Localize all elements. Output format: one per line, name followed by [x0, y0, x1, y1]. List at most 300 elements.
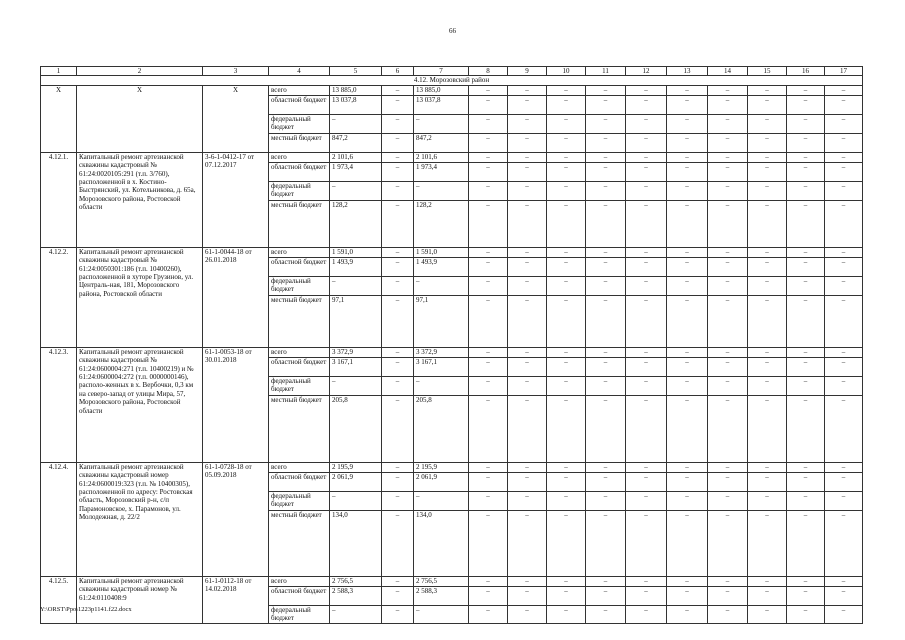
dash-cell: – — [586, 510, 626, 576]
dash-cell: – — [547, 357, 586, 376]
dash-cell: – — [667, 576, 708, 586]
value-cell-c7: 2 061,9 — [414, 472, 469, 491]
value-cell-c5: – — [330, 605, 382, 623]
value-cell-c5: 3 167,1 — [330, 357, 382, 376]
value-cell-c6: – — [382, 133, 414, 152]
dash-cell: – — [787, 114, 825, 133]
dash-cell: – — [708, 181, 748, 200]
dash-cell: – — [586, 95, 626, 114]
dash-cell: – — [787, 247, 825, 257]
value-cell-c7: 97,1 — [414, 295, 469, 347]
dash-cell: – — [547, 181, 586, 200]
dash-cell: – — [825, 200, 863, 247]
value-cell-c7: 2 756,5 — [414, 576, 469, 586]
dash-cell: – — [708, 114, 748, 133]
value-cell-c6: – — [382, 376, 414, 395]
budget-label: местный бюджет — [269, 133, 330, 152]
dash-cell: – — [748, 605, 787, 623]
value-cell-c6: – — [382, 395, 414, 462]
dash-cell: – — [547, 133, 586, 152]
record-name: Капитальный ремонт артезианской скважины кадастровый № 61:24:0020105:291 (т.п. 3/760), расположенной в х. Костино-Быстрянский, ул. Котельникова, д. 65а, Морозовского района, Ростовской области — [77, 152, 203, 247]
dash-cell: – — [667, 491, 708, 510]
dash-cell: – — [825, 376, 863, 395]
record-number: 4.12.4. — [41, 462, 77, 576]
dash-cell: – — [748, 586, 787, 605]
dash-cell: – — [626, 586, 667, 605]
dash-cell: – — [586, 472, 626, 491]
record-number: 4.12.1. — [41, 152, 77, 247]
dash-cell: – — [586, 491, 626, 510]
dash-cell: – — [825, 462, 863, 472]
budget-label: местный бюджет — [269, 395, 330, 462]
dash-cell: – — [469, 114, 508, 133]
dash-cell: – — [508, 95, 547, 114]
dash-cell: – — [469, 376, 508, 395]
dash-cell: – — [508, 200, 547, 247]
budget-label: федеральный бюджет — [269, 181, 330, 200]
dash-cell: – — [586, 257, 626, 276]
value-cell-c6: – — [382, 462, 414, 472]
dash-cell: – — [787, 462, 825, 472]
column-header: 10 — [547, 67, 586, 76]
dash-cell: – — [708, 462, 748, 472]
dash-cell: – — [469, 247, 508, 257]
dash-cell: – — [667, 395, 708, 462]
dash-cell: – — [508, 376, 547, 395]
dash-cell: – — [708, 357, 748, 376]
value-cell-c6: – — [382, 85, 414, 95]
dash-cell: – — [787, 472, 825, 491]
dash-cell: – — [825, 152, 863, 162]
value-cell-c7: 1 973,4 — [414, 162, 469, 181]
dash-cell: – — [626, 114, 667, 133]
dash-cell: – — [667, 510, 708, 576]
value-cell-c7: 134,0 — [414, 510, 469, 576]
dash-cell: – — [626, 491, 667, 510]
dash-cell: – — [825, 114, 863, 133]
dash-cell: – — [708, 200, 748, 247]
dash-cell: – — [508, 247, 547, 257]
column-header: 1 — [41, 67, 77, 76]
dash-cell: – — [547, 276, 586, 295]
dash-cell: – — [469, 472, 508, 491]
column-header: 2 — [77, 67, 203, 76]
dash-cell: – — [748, 462, 787, 472]
budget-label: всего — [269, 576, 330, 586]
record-number: 4.12.2. — [41, 247, 77, 347]
dash-cell: – — [586, 347, 626, 357]
dash-cell: – — [787, 257, 825, 276]
dash-cell: – — [708, 276, 748, 295]
value-cell-c5: 205,8 — [330, 395, 382, 462]
dash-cell: – — [626, 133, 667, 152]
dash-cell: – — [708, 85, 748, 95]
dash-cell: – — [748, 114, 787, 133]
dash-cell: – — [547, 95, 586, 114]
budget-label: всего — [269, 462, 330, 472]
budget-label: федеральный бюджет — [269, 491, 330, 510]
dash-cell: – — [508, 605, 547, 623]
dash-cell: – — [708, 586, 748, 605]
value-cell-c6: – — [382, 181, 414, 200]
value-cell-c7: 128,2 — [414, 200, 469, 247]
dash-cell: – — [667, 295, 708, 347]
dash-cell: – — [825, 85, 863, 95]
record-number: 4.12.3. — [41, 347, 77, 462]
dash-cell: – — [667, 85, 708, 95]
dash-cell: – — [626, 295, 667, 347]
table-row — [41, 247, 863, 257]
dash-cell: – — [626, 395, 667, 462]
dash-cell: – — [787, 357, 825, 376]
dash-cell: – — [469, 133, 508, 152]
value-cell-c5: 134,0 — [330, 510, 382, 576]
budget-label: областной бюджет — [269, 472, 330, 491]
dash-cell: – — [547, 395, 586, 462]
record-number: 4.12.5. — [41, 576, 77, 623]
record-name: Х — [77, 85, 203, 152]
dash-cell: – — [708, 472, 748, 491]
dash-cell: – — [626, 200, 667, 247]
dash-cell: – — [469, 200, 508, 247]
column-header: 9 — [508, 67, 547, 76]
dash-cell: – — [586, 181, 626, 200]
column-header: 15 — [748, 67, 787, 76]
dash-cell: – — [508, 491, 547, 510]
dash-cell: – — [586, 462, 626, 472]
dash-cell: – — [825, 395, 863, 462]
record-document: 61-1-0044-18 от 26.01.2018 — [203, 247, 269, 347]
dash-cell: – — [748, 181, 787, 200]
dash-cell: – — [667, 586, 708, 605]
value-cell-c7: 3 372,9 — [414, 347, 469, 357]
dash-cell: – — [787, 295, 825, 347]
dash-cell: – — [825, 276, 863, 295]
dash-cell: – — [748, 85, 787, 95]
dash-cell: – — [469, 181, 508, 200]
dash-cell: – — [508, 133, 547, 152]
dash-cell: – — [626, 276, 667, 295]
dash-cell: – — [547, 295, 586, 347]
value-cell-c5: 97,1 — [330, 295, 382, 347]
record-document: 3-6-1-0412-17 от 07.12.2017 — [203, 152, 269, 247]
dash-cell: – — [469, 257, 508, 276]
value-cell-c6: – — [382, 491, 414, 510]
dash-cell: – — [626, 152, 667, 162]
dash-cell: – — [547, 247, 586, 257]
dash-cell: – — [787, 510, 825, 576]
record-name: Капитальный ремонт артезианской скважины кадастровый № 61:24:0600004:271 (т.п. 10400219) и № 61:24:0600004:272 (т.п. 0000000146), располо-женных в х. Вербочки, 0,3 км на северо-запад от улицы Мира, 57, Морозовского района, Ростовской области — [77, 347, 203, 462]
budget-label: всего — [269, 247, 330, 257]
dash-cell: – — [748, 510, 787, 576]
value-cell-c7: – — [414, 276, 469, 295]
value-cell-c7: 3 167,1 — [414, 357, 469, 376]
dash-cell: – — [667, 114, 708, 133]
dash-cell: – — [748, 472, 787, 491]
dash-cell: – — [667, 347, 708, 357]
dash-cell: – — [667, 95, 708, 114]
value-cell-c5: 2 101,6 — [330, 152, 382, 162]
dash-cell: – — [547, 586, 586, 605]
value-cell-c5: 2 061,9 — [330, 472, 382, 491]
dash-cell: – — [508, 510, 547, 576]
dash-cell: – — [667, 152, 708, 162]
dash-cell: – — [547, 162, 586, 181]
dash-cell: – — [787, 276, 825, 295]
value-cell-c7: 2 101,6 — [414, 152, 469, 162]
budget-label: всего — [269, 85, 330, 95]
column-header: 17 — [825, 67, 863, 76]
dash-cell: – — [626, 462, 667, 472]
dash-cell: – — [667, 200, 708, 247]
dash-cell: – — [787, 152, 825, 162]
dash-cell: – — [748, 347, 787, 357]
dash-cell: – — [748, 133, 787, 152]
value-cell-c6: – — [382, 247, 414, 257]
dash-cell: – — [469, 576, 508, 586]
value-cell-c7: 1 591,0 — [414, 247, 469, 257]
value-cell-c7: 847,2 — [414, 133, 469, 152]
dash-cell: – — [469, 605, 508, 623]
dash-cell: – — [626, 472, 667, 491]
value-cell-c7: 2 195,9 — [414, 462, 469, 472]
dash-cell: – — [586, 376, 626, 395]
budget-label: федеральный бюджет — [269, 114, 330, 133]
value-cell-c5: 847,2 — [330, 133, 382, 152]
dash-cell: – — [469, 85, 508, 95]
value-cell-c6: – — [382, 357, 414, 376]
value-cell-c5: 2 588,3 — [330, 586, 382, 605]
dash-cell: – — [708, 95, 748, 114]
dash-cell: – — [508, 576, 547, 586]
dash-cell: – — [626, 510, 667, 576]
section-row — [41, 76, 863, 85]
dash-cell: – — [748, 276, 787, 295]
dash-cell: – — [508, 85, 547, 95]
dash-cell: – — [547, 576, 586, 586]
dash-cell: – — [469, 395, 508, 462]
dash-cell: – — [547, 605, 586, 623]
budget-label: областной бюджет — [269, 357, 330, 376]
value-cell-c6: – — [382, 576, 414, 586]
dash-cell: – — [586, 395, 626, 462]
dash-cell: – — [748, 491, 787, 510]
column-header: 5 — [330, 67, 382, 76]
budget-label: областной бюджет — [269, 257, 330, 276]
value-cell-c5: 13 037,8 — [330, 95, 382, 114]
dash-cell: – — [508, 586, 547, 605]
dash-cell: – — [748, 95, 787, 114]
dash-cell: – — [825, 510, 863, 576]
dash-cell: – — [586, 133, 626, 152]
value-cell-c7: – — [414, 114, 469, 133]
dash-cell: – — [708, 247, 748, 257]
dash-cell: – — [748, 257, 787, 276]
dash-cell: – — [586, 200, 626, 247]
value-cell-c5: – — [330, 376, 382, 395]
dash-cell: – — [508, 395, 547, 462]
dash-cell: – — [825, 162, 863, 181]
dash-cell: – — [748, 395, 787, 462]
dash-cell: – — [547, 152, 586, 162]
dash-cell: – — [708, 347, 748, 357]
dash-cell: – — [667, 357, 708, 376]
table-row — [41, 462, 863, 472]
dash-cell: – — [626, 357, 667, 376]
dash-cell: – — [586, 247, 626, 257]
value-cell-c7: – — [414, 376, 469, 395]
dash-cell: – — [469, 276, 508, 295]
value-cell-c6: – — [382, 276, 414, 295]
dash-cell: – — [787, 85, 825, 95]
dash-cell: – — [626, 347, 667, 357]
dash-cell: – — [547, 510, 586, 576]
value-cell-c6: – — [382, 152, 414, 162]
dash-cell: – — [708, 376, 748, 395]
value-cell-c7: 13 037,8 — [414, 95, 469, 114]
dash-cell: – — [626, 95, 667, 114]
dash-cell: – — [825, 472, 863, 491]
dash-cell: – — [626, 85, 667, 95]
dash-cell: – — [586, 85, 626, 95]
dash-cell: – — [708, 162, 748, 181]
dash-cell: – — [547, 200, 586, 247]
table-row — [41, 576, 863, 586]
column-header: 14 — [708, 67, 748, 76]
dash-cell: – — [626, 576, 667, 586]
dash-cell: – — [626, 605, 667, 623]
column-header: 8 — [469, 67, 508, 76]
dash-cell: – — [667, 462, 708, 472]
dash-cell: – — [748, 295, 787, 347]
dash-cell: – — [708, 576, 748, 586]
value-cell-c7: – — [414, 491, 469, 510]
value-cell-c5: – — [330, 181, 382, 200]
dash-cell: – — [547, 257, 586, 276]
dash-cell: – — [626, 257, 667, 276]
record-document: 61-1-0112-18 от 14.02.2018 — [203, 576, 269, 623]
dash-cell: – — [626, 162, 667, 181]
value-cell-c5: 1 973,4 — [330, 162, 382, 181]
budget-label: местный бюджет — [269, 200, 330, 247]
budget-label: областной бюджет — [269, 95, 330, 114]
dash-cell: – — [708, 491, 748, 510]
record-document: Х — [203, 85, 269, 152]
dash-cell: – — [787, 162, 825, 181]
table-row — [41, 85, 863, 95]
dash-cell: – — [547, 376, 586, 395]
dash-cell: – — [547, 462, 586, 472]
section-title: 4.12. Морозовский район — [41, 76, 863, 85]
column-header-row — [41, 67, 863, 76]
value-cell-c7: – — [414, 181, 469, 200]
value-cell-c5: 13 885,0 — [330, 85, 382, 95]
dash-cell: – — [469, 357, 508, 376]
dash-cell: – — [787, 95, 825, 114]
column-header: 13 — [667, 67, 708, 76]
dash-cell: – — [825, 586, 863, 605]
record-number: Х — [41, 85, 77, 152]
dash-cell: – — [748, 247, 787, 257]
value-cell-c5: 1 493,9 — [330, 257, 382, 276]
dash-cell: – — [787, 181, 825, 200]
dash-cell: – — [708, 395, 748, 462]
budget-label: местный бюджет — [269, 510, 330, 576]
dash-cell: – — [667, 257, 708, 276]
value-cell-c5: – — [330, 491, 382, 510]
footer-file-path: Y:\ORST\Ppo\1223p1141.f22.docx — [40, 606, 132, 613]
dash-cell: – — [547, 114, 586, 133]
dash-cell: – — [708, 152, 748, 162]
dash-cell: – — [586, 295, 626, 347]
value-cell-c7: 13 885,0 — [414, 85, 469, 95]
value-cell-c5: – — [330, 114, 382, 133]
column-header: 3 — [203, 67, 269, 76]
dash-cell: – — [787, 347, 825, 357]
dash-cell: – — [748, 576, 787, 586]
dash-cell: – — [508, 276, 547, 295]
budget-label: федеральный бюджет — [269, 376, 330, 395]
dash-cell: – — [469, 295, 508, 347]
dash-cell: – — [748, 152, 787, 162]
dash-cell: – — [708, 295, 748, 347]
dash-cell: – — [586, 605, 626, 623]
dash-cell: – — [586, 576, 626, 586]
budget-label: федеральный бюджет — [269, 276, 330, 295]
budget-label: областной бюджет — [269, 586, 330, 605]
dash-cell: – — [787, 376, 825, 395]
budget-table — [40, 66, 863, 624]
dash-cell: – — [586, 357, 626, 376]
dash-cell: – — [825, 295, 863, 347]
dash-cell: – — [708, 510, 748, 576]
value-cell-c5: – — [330, 276, 382, 295]
dash-cell: – — [787, 605, 825, 623]
dash-cell: – — [469, 152, 508, 162]
dash-cell: – — [748, 200, 787, 247]
value-cell-c7: 2 588,3 — [414, 586, 469, 605]
dash-cell: – — [825, 95, 863, 114]
dash-cell: – — [508, 357, 547, 376]
dash-cell: – — [547, 85, 586, 95]
budget-label: федеральный бюджет — [269, 605, 330, 623]
dash-cell: – — [667, 133, 708, 152]
dash-cell: – — [469, 491, 508, 510]
dash-cell: – — [508, 181, 547, 200]
dash-cell: – — [547, 347, 586, 357]
dash-cell: – — [626, 376, 667, 395]
dash-cell: – — [825, 347, 863, 357]
dash-cell: – — [787, 133, 825, 152]
dash-cell: – — [586, 162, 626, 181]
value-cell-c5: 2 195,9 — [330, 462, 382, 472]
dash-cell: – — [586, 152, 626, 162]
dash-cell: – — [787, 576, 825, 586]
dash-cell: – — [626, 247, 667, 257]
value-cell-c5: 3 372,9 — [330, 347, 382, 357]
dash-cell: – — [667, 162, 708, 181]
record-name: Капитальный ремонт артезианской скважины кадастровый номер 61:24:0600019:323 (т.п. № 10400305), расположенной по адресу: Ростовская область, Морозовский р-н, с/п Парамоновское, х. Парамонов, ул. Молодежная, д. 22/2 — [77, 462, 203, 576]
dash-cell: – — [508, 162, 547, 181]
dash-cell: – — [825, 576, 863, 586]
table-row — [41, 347, 863, 357]
dash-cell: – — [667, 472, 708, 491]
dash-cell: – — [825, 247, 863, 257]
value-cell-c5: 1 591,0 — [330, 247, 382, 257]
dash-cell: – — [787, 200, 825, 247]
column-header: 7 — [414, 67, 469, 76]
dash-cell: – — [508, 462, 547, 472]
